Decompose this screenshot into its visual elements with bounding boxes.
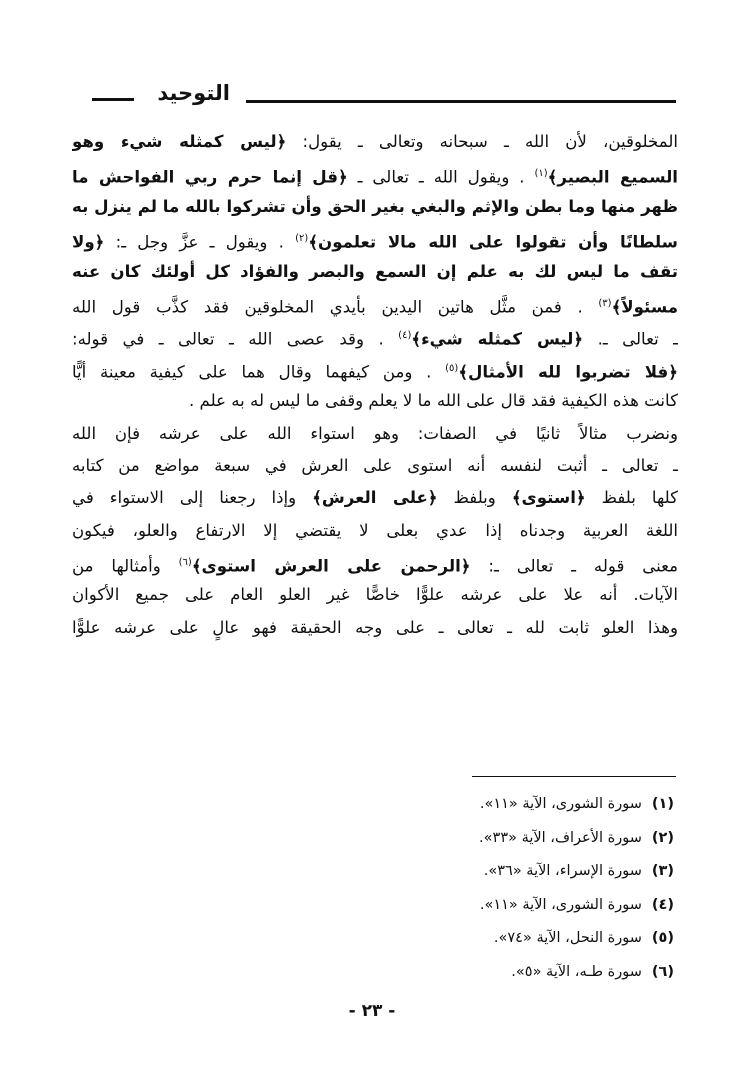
footnote-ref: (٤) [398, 330, 412, 342]
text-line [72, 126, 678, 158]
footnote-item [394, 822, 674, 856]
text-line [72, 158, 678, 190]
quran-quote: ﴿استوى﴾ [511, 488, 586, 508]
header-title: التوحيد [157, 81, 230, 105]
text-line [72, 385, 678, 417]
text-segment: وأمثالها من [72, 556, 179, 576]
text-segment: الآيات. أنه علا على عرشه علوًّا خاصًّا غير العلو العام على جميع الأكوان [72, 585, 678, 605]
footnote-separator [472, 776, 676, 777]
footnote-text: سورة الشورى، الآية «١١». [479, 896, 642, 913]
text-line [72, 191, 678, 223]
quran-quote: ﴿الرحمن على العرش استوى﴾ [191, 556, 471, 576]
text-line [72, 515, 678, 547]
quran-quote: ﴿فلا تضربوا لله الأمثال﴾ [458, 362, 678, 382]
text-line [72, 320, 678, 352]
text-segment: . فمن مثَّل هاتين اليدين بأيدي المخلوقين فقد كذَّب قول الله [72, 297, 599, 317]
quran-quote: ﴿ولا [72, 232, 105, 252]
text-segment: معنى قوله ـ تعالى ـ: [470, 556, 678, 576]
footnote-number: (١) [651, 796, 674, 812]
text-line [72, 482, 678, 514]
quran-quote: مسئولاً﴾ [611, 297, 678, 317]
header-rule-short [92, 98, 134, 101]
text-segment: ـ تعالى ـ أثبت لنفسه أنه استوى على العرش في سبعة مواضع من كتابه [72, 455, 678, 475]
quran-quote: تقف ما ليس لك به علم إن السمع والبصر والفؤاد كل أولئك كان عنه [72, 261, 678, 281]
quran-quote: ﴿ليس كمثله شيء﴾ [411, 329, 584, 349]
footnote-item [394, 956, 674, 990]
text-line [72, 450, 678, 482]
text-line [72, 547, 678, 579]
footnote-item [394, 788, 674, 822]
quran-quote: ﴿قل إنما حرم ربي الفواحش ما [72, 167, 348, 187]
text-line [72, 418, 678, 450]
text-line [72, 579, 678, 611]
footnote-text: سورة الإسراء، الآية «٣٦». [483, 863, 642, 880]
text-line [72, 223, 678, 255]
footnotes [394, 788, 674, 990]
text-segment: كلها بلفظ [585, 488, 678, 508]
text-segment: اللغة العربية وجدناه إذا عدي بعلى لا يقتضي إلا الارتفاع والعلو، فيكون [72, 520, 678, 540]
footnote-ref: (٣) [598, 297, 612, 309]
text-segment: . ويقول ـ عزَّ وجل ـ: [104, 232, 296, 252]
footnote-text: سورة النحل، الآية «٧٤». [493, 930, 642, 947]
quran-quote: ظهر منها وما بطن والإثم والبغي بغير الحق وأن تشركوا بالله ما لم ينزل به [72, 196, 678, 216]
footnote-ref: (٢) [295, 233, 309, 245]
quran-quote: ﴿ليس كمثله شيء وهو [72, 132, 287, 151]
text-segment: وبلفظ [437, 488, 512, 508]
text-segment: ـ تعالى ـ. [583, 329, 678, 349]
body-text [72, 126, 678, 644]
footnote-number: (٢) [651, 829, 674, 846]
footnote-text: سورة طـه، الآية «٥». [511, 963, 642, 980]
footnote-item [394, 855, 674, 889]
footnote-ref: (١) [534, 168, 548, 180]
text-line [72, 353, 678, 385]
footnote-text: سورة الأعراف، الآية «٣٣». [479, 829, 642, 846]
footnote-text: سورة الشورى، الآية «١١». [479, 796, 642, 812]
text-segment: . ومن كيفهما وقال هما على كيفية معينة أيًّا [72, 362, 446, 382]
text-line [72, 256, 678, 288]
footnote-number: (٤) [651, 896, 674, 913]
text-segment: وهذا العلو ثابت لله ـ تعالى ـ على وجه الحقيقة فهو عالٍ على عرشه علوًّا [72, 617, 678, 637]
footnote-item [394, 922, 674, 956]
footnote-ref: (٥) [445, 362, 459, 374]
text-line [72, 612, 678, 644]
text-segment: ونضرب مثالاً ثانيًا في الصفات: وهو استواء الله على عرشه فإن الله [72, 423, 678, 443]
footnote-number: (٣) [651, 863, 674, 880]
footnote-number: (٦) [651, 963, 674, 980]
quran-quote: ﴿على العرش﴾ [312, 488, 438, 508]
page-number: - ٢٣ - [348, 1001, 396, 1021]
header-rule-long [246, 100, 676, 103]
text-segment: وإذا رجعنا إلى الاستواء في [72, 488, 313, 508]
text-line [72, 288, 678, 320]
footnote-number: (٥) [651, 930, 674, 947]
text-segment: المخلوقين، لأن الله ـ سبحانه وتعالى ـ يقول: [286, 132, 678, 151]
quran-quote: سلطانًا وأن تقولوا على الله مالا تعلمون﴾ [308, 232, 678, 252]
footnote-item [394, 889, 674, 923]
text-segment: . ويقول الله ـ تعالى ـ [347, 167, 535, 187]
text-segment: كانت هذه الكيفية فقد قال على الله ما لا يعلم وقفى ما ليس له به علم . [189, 391, 678, 411]
text-segment: . وقد عصى الله ـ تعالى ـ في قوله: [72, 329, 399, 349]
footnote-ref: (٦) [178, 557, 192, 569]
running-header [76, 78, 676, 114]
quran-quote: السميع البصير﴾ [547, 167, 678, 187]
